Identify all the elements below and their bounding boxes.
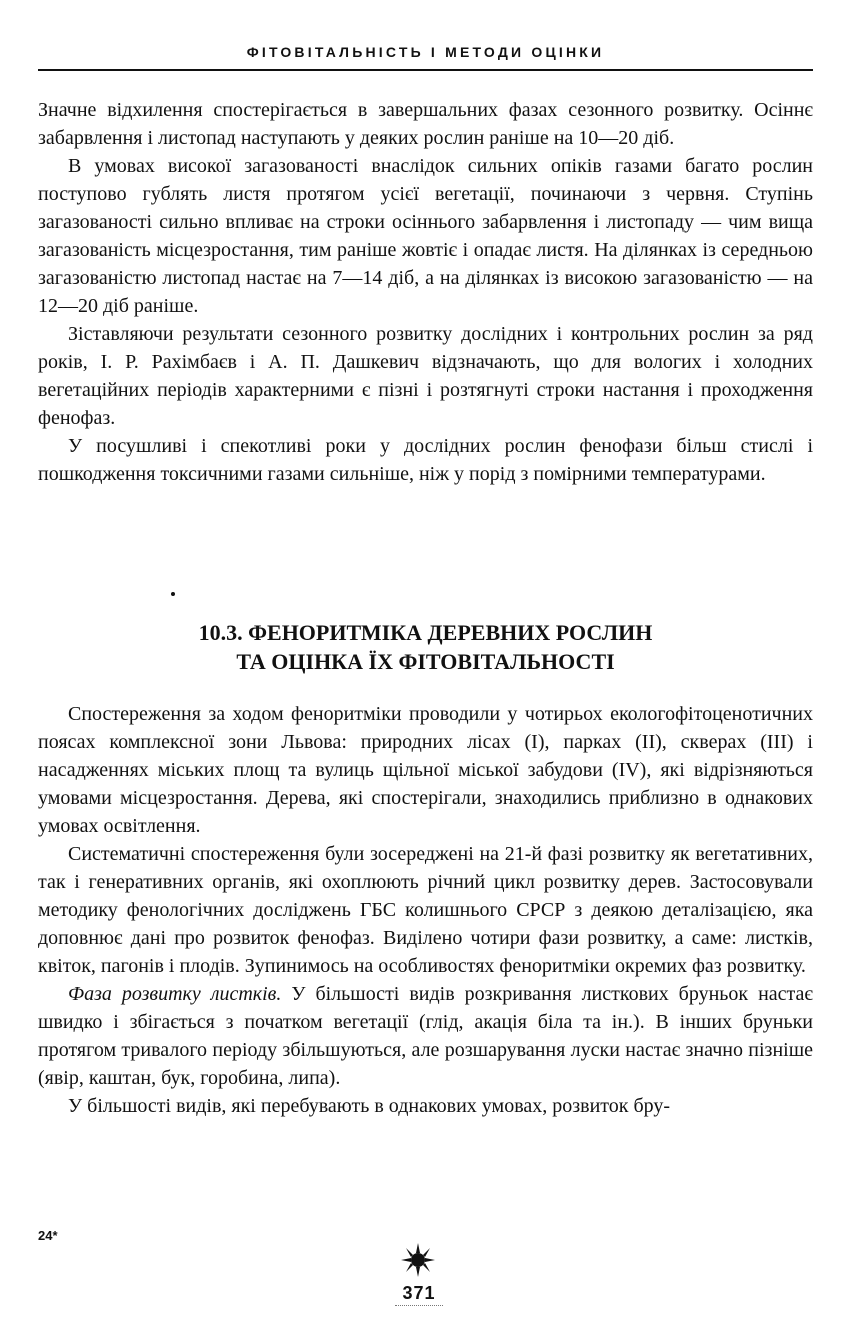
stray-dot: [171, 592, 175, 596]
phase-paragraph: [38, 980, 813, 1092]
signature-mark: 24*: [38, 1228, 58, 1243]
section-heading: [38, 618, 813, 676]
paragraph: У більшості видів, які перебувають в однакових умовах, розвиток бру-: [68, 1095, 671, 1117]
ornament-icon: [398, 1242, 438, 1278]
paragraph: Спостереження за ходом феноритміки проводили у чотирьох екологофітоценотичних поясах комплексної зони Львова: природних лісах (І), парках (ІІ), скверах (ІІІ) і насадженнях міських площ та вулиць щільної міської забудови (IV), які відрізняються умовами місцезростання. Дерева, які спостерігали, знаходились приблизно в однакових умовах освітлення.: [38, 703, 813, 837]
page-number: 371: [402, 1283, 436, 1303]
phase-text: У більшості видів розкривання листкових бруньок настає швидко і збігається з початком вегетації (глід, акація біла та ін.). В інших бруньки протягом тривалого періоду збільшуються, але розшарування луски настає значно пізніше (явір, каштан, бук, горобина, липа).: [38, 983, 814, 1089]
section-heading-line2: ТА ОЦІНКА ЇХ ФІТОВІТАЛЬНОСТІ: [236, 649, 615, 674]
text-block-bottom: [38, 700, 813, 1120]
phase-lead: Фаза розвитку листків.: [68, 983, 282, 1005]
text-block-top: [38, 96, 813, 488]
paragraph: Значне відхилення спостерігається в завершальних фазах сезонного розвитку. Осіннє забарвлення і листопад наступають у деяких рослин раніше на 10—20 діб.: [38, 99, 813, 149]
paragraph: У посушливі і спекотливі роки у дослідних рослин фенофази більш стислі і пошкодження токсичними газами сильніше, ніж у порід з помірними температурами.: [38, 435, 813, 485]
paragraph: Систематичні спостереження були зосереджені на 21-й фазі розвитку як вегетативних, так і генеративних органів, які охоплюють річний цикл розвитку дерев. Застосовували методику фенологічних досліджень ГБС колишнього СРСР з деякою деталізацією, яка доповнює дані про розвиток фенофаз. Виділено чотири фази розвитку, а саме: листків, квіток, пагонів і плодів. Зупинимось на особливостях феноритміки окремих фаз розвитку.: [38, 843, 813, 977]
section-heading-line1: 10.3. ФЕНОРИТМІКА ДЕРЕВНИХ РОСЛИН: [198, 620, 653, 645]
paragraph: В умовах високої загазованості внаслідок сильних опіків газами багато рослин поступово гублять листя протягом усієї вегетації, починаючи з червня. Ступінь загазованості сильно впливає на строки осіннього забарвлення і листопаду — чим вища загазованість місцезростання, тим раніше жовтіє і опадає листя. На ділянках із середньою загазованістю листопад настає на 7—14 діб, а на ділянках із високою загазованістю — на 12—20 діб раніше.: [38, 155, 813, 317]
header-rule: [38, 69, 813, 71]
running-head: ФІТОВІТАЛЬНІСТЬ І МЕТОДИ ОЦІНКИ: [246, 44, 605, 60]
page-number-rule: [395, 1305, 443, 1306]
paragraph: Зіставляючи результати сезонного розвитку дослідних і контрольних рослин за ряд років, І. Р. Рахімбаєв і А. П. Дашкевич відзначають, що для вологих і холодних вегетаційних періодів характерними є пізні і розтягнуті строки настання і проходження фенофаз.: [38, 323, 813, 429]
